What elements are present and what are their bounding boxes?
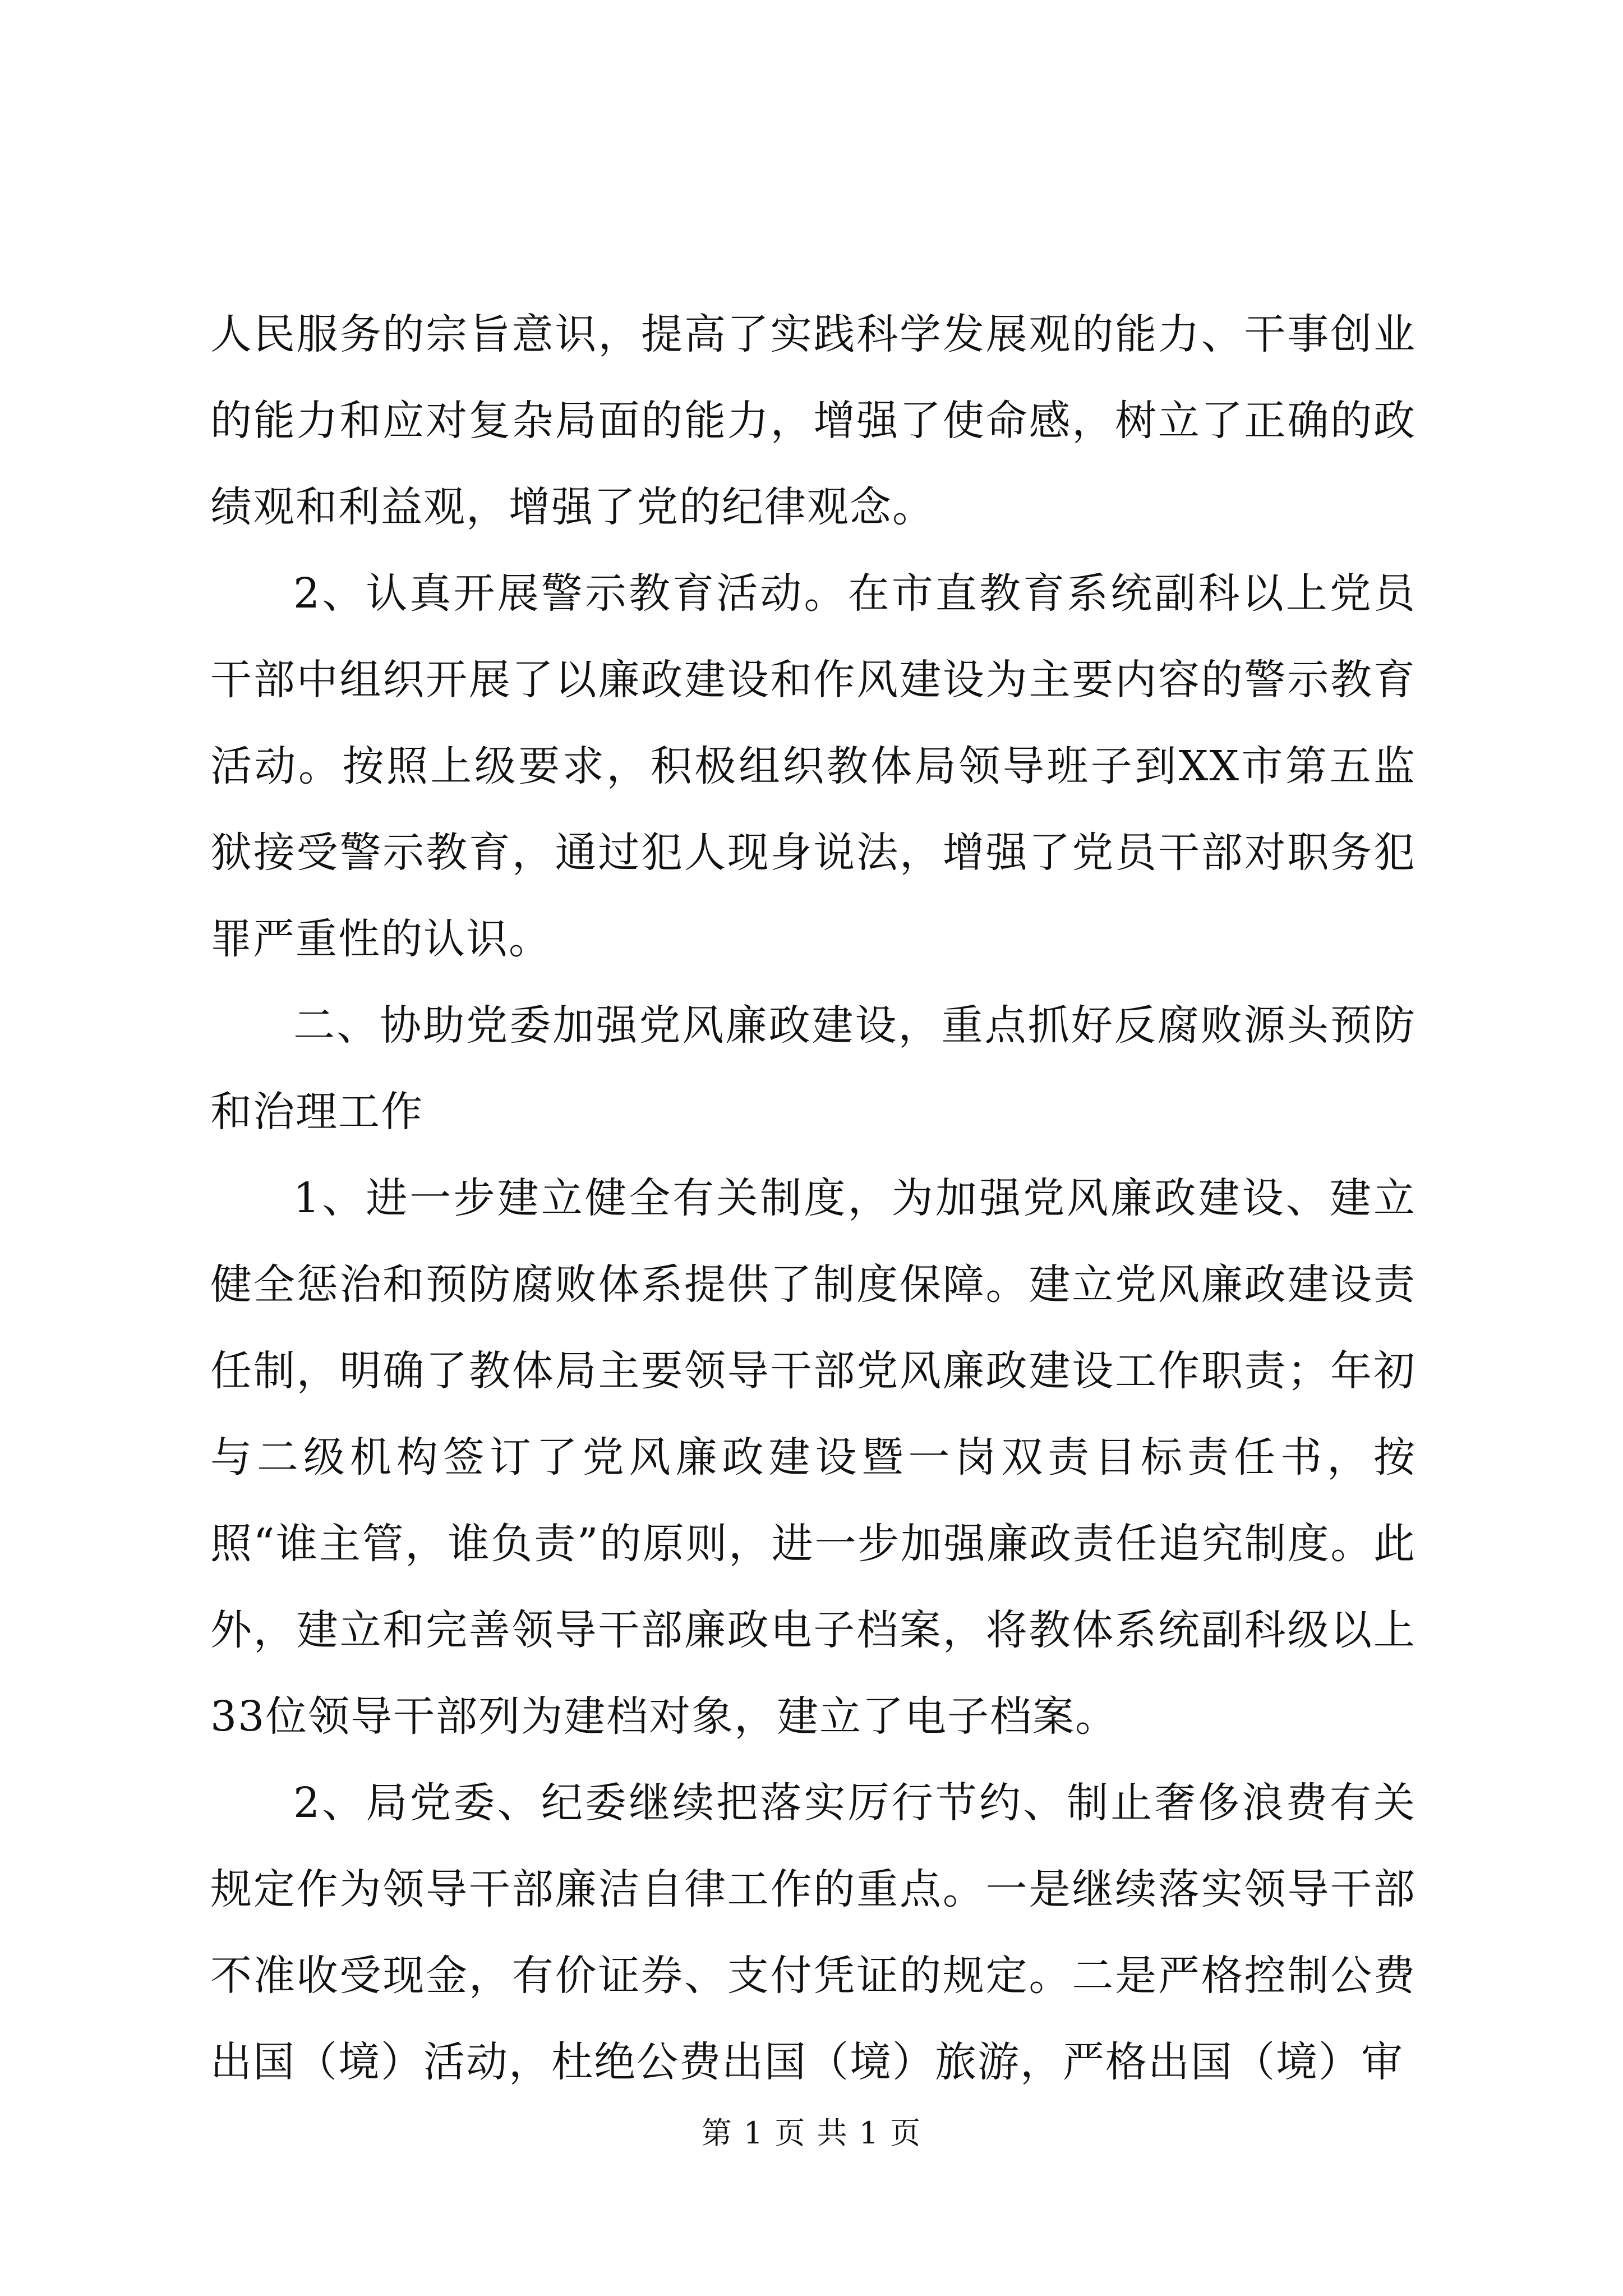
paragraph-continuation: 人民服务的宗旨意识，提高了实践科学发展观的能力、干事创业的能力和应对复杂局面的能力，增强了使命感，树立了正确的政绩观和利益观，增强了党的纪律观念。 bbox=[210, 310, 1416, 531]
page-number-footer: 第 1 页 共 1 页 bbox=[701, 2115, 922, 2151]
paragraph-warning-education: 2、认真开展警示教育活动。在市直教育系统副科以上党员干部中组织开展了以廉政建设和作风建设为主要内容的警示教育活动。按照上级要求，积极组织教体局领导班子到XX市第五监狱接受警示教育，通过犯人现身说法，增强了党员干部对职务犯罪严重性的认识。 bbox=[210, 569, 1416, 963]
paragraph-frugality-rules: 2、局党委、纪委继续把落实厉行节约、制止奢侈浪费有关规定作为领导干部廉洁自律工作的重点。一是继续落实领导干部不准收受现金，有价证券、支付凭证的规定。二是严格控制公费出国（境）活动，杜绝公费出国（境）旅游，严格出国（境）审 bbox=[210, 1779, 1416, 2086]
section-heading-two: 二、协助党委加强党风廉政建设，重点抓好反腐败源头预防和治理工作 bbox=[210, 1001, 1416, 1136]
paragraph-system-building: 1、进一步建立健全有关制度，为加强党风廉政建设、建立健全惩治和预防腐败体系提供了制度保障。建立党风廉政建设责任制，明确了教体局主要领导干部党风廉政建设工作职责；年初与二级机构签订了党风廉政建设暨一岗双责目标责任书，按照“谁主管，谁负责”的原则，进一步加强廉政责任追究制度。此外，建立和完善领导干部廉政电子档案，将教体系统副科级以上33位领导干部列为建档对象，建立了电子档案。 bbox=[210, 1174, 1416, 1741]
document-body bbox=[210, 291, 1416, 2105]
